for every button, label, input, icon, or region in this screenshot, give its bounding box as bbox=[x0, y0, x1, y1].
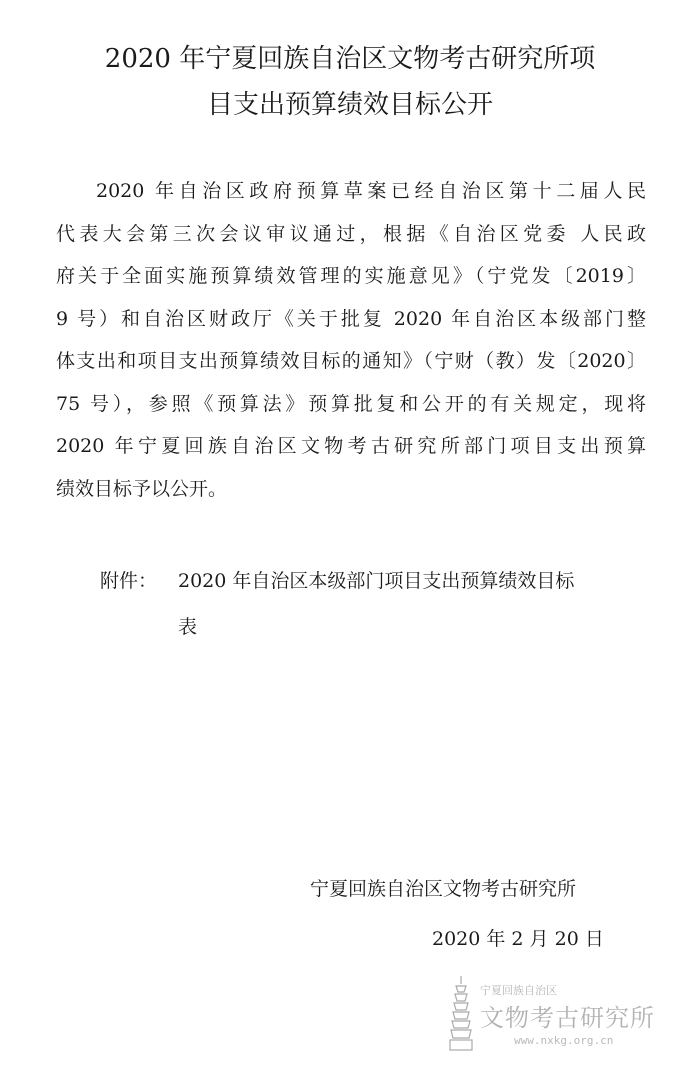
signer-organization: 宁夏回族自治区文物考古研究所 bbox=[310, 878, 577, 900]
title-line: 2020 年宁夏回族自治区文物考古研究所项 bbox=[104, 44, 596, 74]
body-paragraph bbox=[56, 170, 646, 510]
body-line: 绩效目标予以公开。 bbox=[56, 477, 228, 500]
body-line: 2020 年宁夏回族自治区文物考古研究所部门项目支出预算 bbox=[56, 435, 646, 457]
watermark-url: www.nxkg.org.cn bbox=[514, 1034, 614, 1047]
attachment-title: 2020 年自治区本级部门项目支出预算绩效目标 bbox=[178, 570, 575, 592]
signature-date: 2020 年 2 月 20 日 bbox=[432, 928, 604, 950]
body-line: 体支出和项目支出预算绩效目标的通知》（宁财（教）发〔2020〕 bbox=[56, 350, 646, 372]
attachment-title-continued: 表 bbox=[178, 616, 198, 638]
title-line: 目支出预算绩效目标公开 bbox=[206, 90, 493, 120]
watermark-title: 文物考古研究所 bbox=[480, 1004, 655, 1032]
attachment-label: 附件： bbox=[100, 570, 158, 592]
watermark-logo bbox=[444, 974, 684, 1054]
pagoda-icon bbox=[444, 974, 478, 1054]
body-line: 9 号）和自治区财政厅《关于批复 2020 年自治区本级部门整 bbox=[56, 307, 646, 330]
body-line: 府关于全面实施预算绩效管理的实施意见》（宁党发〔2019〕 bbox=[56, 265, 646, 287]
watermark-subtitle: 宁夏回族自治区 bbox=[480, 984, 557, 997]
attachment-block bbox=[100, 558, 645, 650]
body-line: 代表大会第三次会议审议通过，根据《自治区党委 人民政 bbox=[56, 222, 646, 245]
body-line: 75 号），参照《预算法》预算批复和公开的有关规定，现将 bbox=[56, 392, 646, 415]
body-line: 2020 年自治区政府预算草案已经自治区第十二届人民 bbox=[96, 180, 646, 202]
document-title bbox=[40, 36, 660, 128]
